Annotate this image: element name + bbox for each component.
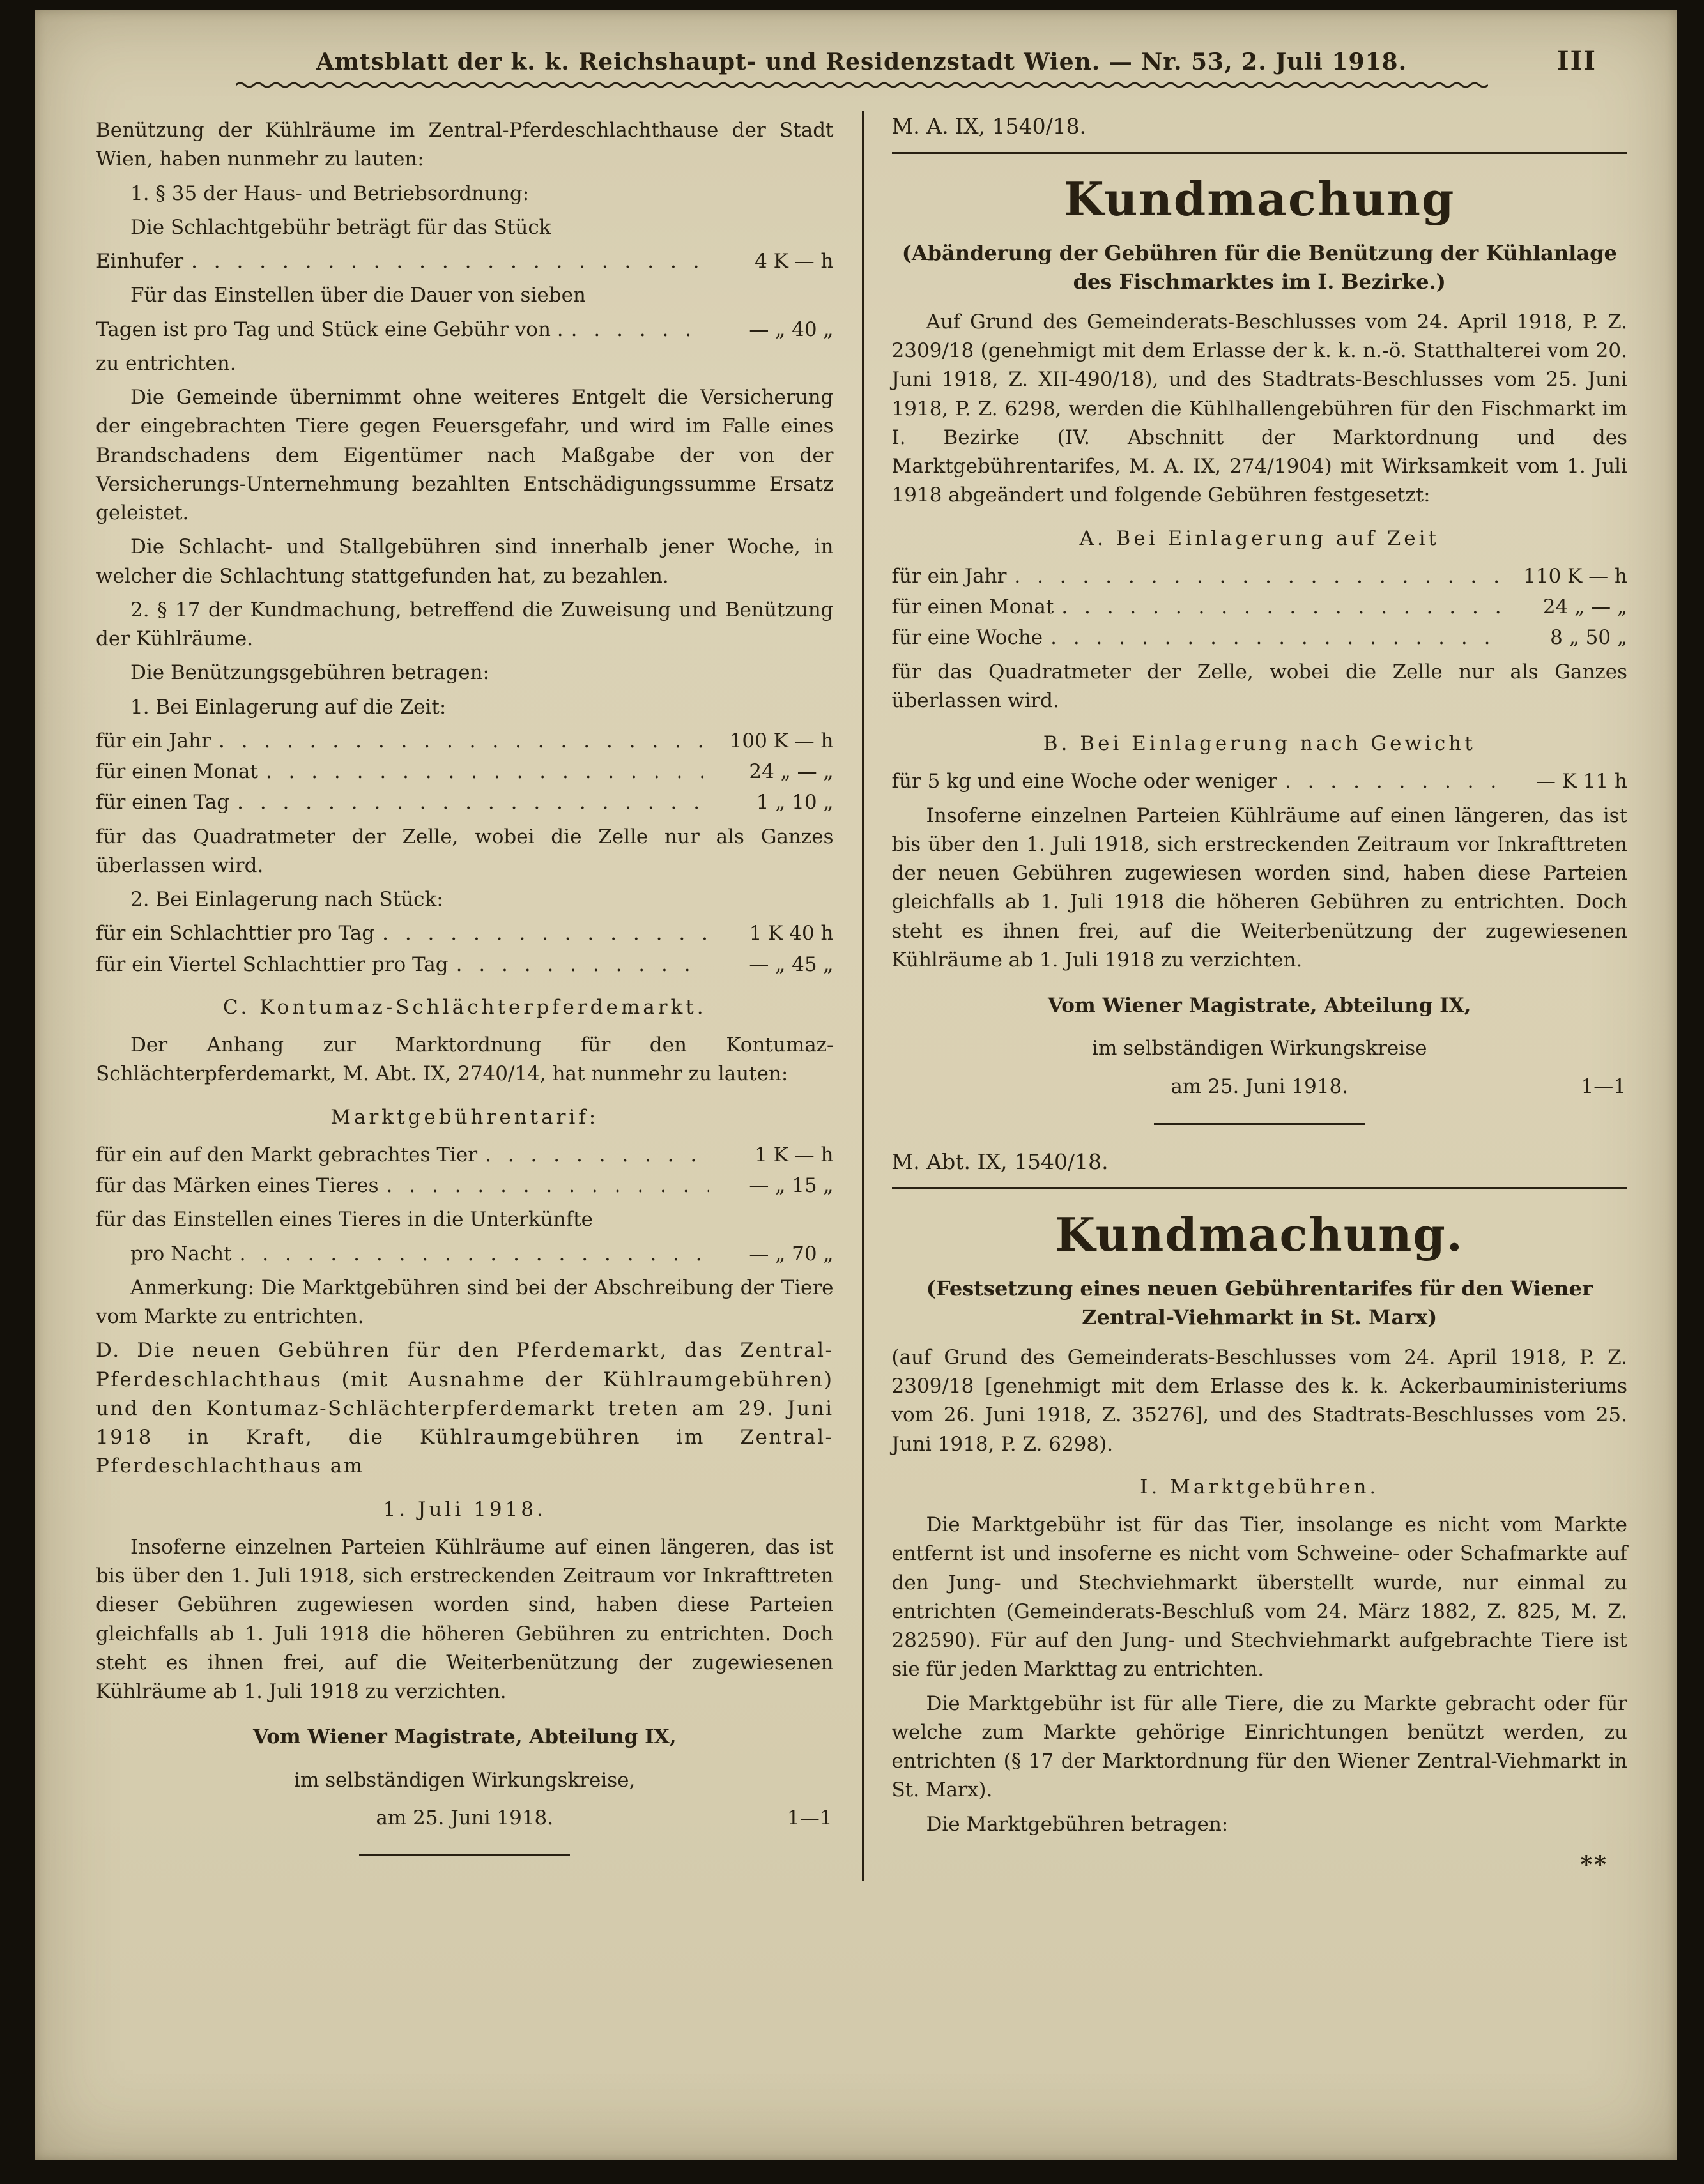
fee-line	[96, 1141, 834, 1170]
fee-label: für 5 kg und eine Woche oder weniger	[891, 770, 1277, 793]
paragraph: 1. § 35 der Haus- und Betriebsordnung:	[130, 181, 530, 205]
fee-value: 1 K 40 h	[749, 922, 834, 945]
paragraph: Auf Grund des Gemeinderats-Beschlusses vom 24. April 1918, P. Z. 2309/18 (genehmigt mit dem Erlasse der k. k. n.-ö. Statthalterei vom 20. Juni 1918, Z. XII-490/18), und des Stadtrats-Beschlusses vom 25. Juni 1918, P. Z. 6298, werden die Kühlhallengebühren für den Fischmarkt im I. Bezirke (IV. Abschnitt der Marktordnung und des Marktgebührentarifes, M. A. IX, 274/1904) mit Wirksamkeit vom 1. Juli 1918 abgeändert und folgende Gebühren festgesetzt:	[891, 310, 1627, 507]
dot-leader	[1006, 562, 1503, 591]
paragraph: Die Schlachtgebühr beträgt für das Stück	[130, 215, 551, 239]
section-heading: I. Marktgebühren.	[1140, 1475, 1379, 1499]
fee-value: — „ 70 „	[749, 1242, 834, 1265]
fee-line	[892, 562, 1628, 591]
fee-line	[96, 1240, 834, 1269]
dot-leader	[374, 919, 709, 948]
fee-label: für ein auf den Markt gebrachtes Tier	[96, 1143, 478, 1166]
subtitle: (Festsetzung eines neuen Gebührentarifes für den Wiener Zentral-Viehmarkt in St. Marx)	[926, 1276, 1593, 1329]
file-reference: M. Abt. IX, 1540/18.	[892, 1147, 1628, 1189]
divider-rule	[359, 1854, 570, 1856]
fee-label: für das Märken eines Tieres	[96, 1174, 379, 1197]
paragraph: Anmerkung: Die Marktgebühren sind bei der Abschreibung der Tiere vom Markte zu entrichten.	[96, 1276, 834, 1328]
fee-value: 24 „ — „	[1537, 595, 1627, 619]
fee-line	[96, 758, 834, 786]
fee-line	[892, 623, 1628, 652]
section-heading: Vom Wiener Magistrate, Abteilung IX,	[252, 1725, 677, 1749]
fee-value: 110 K — h	[1523, 564, 1627, 588]
section-heading: C. Kontumaz-Schlächterpferdemarkt.	[222, 995, 707, 1019]
subtitle: (Abänderung der Gebühren für die Benützung der Kühlanlage des Fischmarktes im I. Bezirke.)	[902, 241, 1617, 294]
fee-value: 8 „ 50 „	[1537, 626, 1627, 650]
paragraph: (auf Grund des Gemeinderats-Beschlusses vom 24. April 1918, P. Z. 2309/18 [genehmigt mit dem Erlasse des k. k. Ackerbauministeriums vom 26. Juni 1918, Z. 35276], und des Stadtrats-Beschlusses vom 25. Juni 1918, P. Z. 6298).	[891, 1345, 1627, 1456]
signature-dateline	[96, 1804, 834, 1833]
fee-line	[96, 951, 834, 979]
paragraph: Die Benützungsgebühren betragen:	[130, 661, 489, 685]
dot-leader	[1043, 623, 1503, 652]
issue-mark: 1—1	[1581, 1074, 1626, 1098]
fee-label: für ein Viertel Schlachttier pro Tag	[96, 952, 449, 976]
fee-line	[96, 919, 834, 948]
two-column-layout	[96, 111, 1627, 1881]
fee-label: Einhufer	[96, 250, 184, 273]
paragraph: Der Anhang zur Marktordnung für den Kontumaz-Schlächterpferdemarkt, M. Abt. IX, 2740/14, hat nunmehr zu lauten:	[96, 1034, 834, 1086]
fee-value: — K 11 h	[1535, 770, 1627, 793]
paragraph: Insoferne einzelnen Parteien Kühlräume auf einen längeren, das ist bis über den 1. Juli 1918, sich erstreckenden Zeitraum vor Inkrafttreten dieser Gebühren zugewiesen worden sind, haben diese Parteien gleichfalls ab 1. Juli 1918 die höheren Gebühren zu entrichten. Doch steht es ihnen frei, auf die Weiterbenützung der zugewiesenen Kühlräume ab 1. Juli 1918 zu verzichten.	[96, 1535, 834, 1703]
fee-value: 1 „ 10 „	[743, 791, 834, 814]
dot-leader	[232, 1240, 709, 1269]
fee-line	[892, 767, 1628, 796]
fee-label: für einen Monat	[96, 760, 258, 783]
fee-label: für ein Jahr	[96, 729, 211, 752]
page-number: III	[1556, 46, 1597, 76]
display-heading: Kundmachung	[1064, 172, 1455, 227]
paragraph: für das Einstellen eines Tieres in die Unterkünfte	[96, 1208, 594, 1232]
fee-value: 24 „ — „	[742, 760, 834, 783]
fee-line	[96, 727, 834, 756]
section-heading: Marktgebührentarif:	[330, 1105, 599, 1129]
section-heading: A. Bei Einlagerung auf Zeit	[1079, 526, 1440, 550]
paragraph: Benützung der Kühlräume im Zentral-Pferdeschlachthause der Stadt Wien, haben nunmehr zu lauten:	[96, 119, 834, 171]
fee-line	[96, 247, 834, 276]
fee-label: Tagen ist pro Tag und Stück eine Gebühr von .	[96, 317, 564, 341]
fee-value: — „ 40 „	[749, 317, 834, 341]
paragraph: für das Quadratmeter der Zelle, wobei die Zelle nur als Ganzes überlassen wird.	[96, 825, 834, 877]
paragraph: Die Marktgebühr ist für alle Tiere, die zu Markte gebracht oder für welche zum Markte gehörige Einrichtungen benützt werden, zu entrichten (§ 17 der Marktordnung für den Wiener Zentral-Viehmarkt in St. Marx).	[891, 1691, 1627, 1802]
paragraph: Für das Einstellen über die Dauer von sieben	[130, 284, 586, 307]
dot-leader	[379, 1172, 709, 1200]
left-column	[96, 111, 862, 1881]
paragraph: Insoferne einzelnen Parteien Kühlräume auf einen längeren, das ist bis über den 1. Juli 1918, sich erstreckenden Zeitraum vor Inkrafttreten der neuen Gebühren zugewiesen worden sind, haben diese Parteien gleichfalls ab 1. Juli 1918 die höheren Gebühren zu entrichten. Doch steht es ihnen frei, auf die Weiterbenützung der zugewiesenen Kühlräume ab 1. Juli 1918 zu verzichten.	[891, 804, 1627, 972]
gazette-page	[35, 10, 1677, 2160]
fee-line	[96, 316, 834, 344]
fee-value: 1 K — h	[755, 1143, 834, 1166]
paragraph: 2. § 17 der Kundmachung, betreffend die Zuweisung und Benützung der Kühlräume.	[96, 598, 834, 650]
masthead-wavy-rule	[236, 80, 1488, 89]
paragraph: zu entrichten.	[96, 351, 236, 375]
fee-line	[892, 593, 1628, 622]
fee-value: — „ 45 „	[749, 952, 834, 976]
display-heading: Kundmachung.	[1055, 1207, 1464, 1262]
fee-label: für einen Tag	[96, 791, 230, 814]
paragraph: für das Quadratmeter der Zelle, wobei die Zelle nur als Ganzes überlassen wird.	[891, 660, 1627, 712]
fee-value: — „ 15 „	[749, 1174, 834, 1197]
paragraph: D. Die neuen Gebühren für den Pferdemarkt, das Zentral-Pferdeschlachthaus (mit Ausnahme der Kühlraumgebühren) und den Kontumaz-Schlächterpferdemarkt treten am 29. Juni 1918 in Kraft, die Kühlraumgebühren im Zentral-Pferdeschlachthaus am	[96, 1339, 834, 1478]
fee-line	[96, 1172, 834, 1200]
section-heading: 1. Juli 1918.	[383, 1497, 546, 1521]
dot-leader	[1054, 593, 1503, 622]
footer-mark: **	[1580, 1851, 1608, 1878]
dot-leader	[258, 758, 709, 786]
paragraph: Die Marktgebühren betragen:	[926, 1812, 1229, 1836]
dot-leader	[229, 788, 709, 817]
masthead	[96, 32, 1627, 89]
divider-rule	[1154, 1123, 1365, 1125]
section-heading: im selbständigen Wirkungskreise,	[294, 1768, 636, 1792]
dot-leader	[183, 247, 709, 276]
issue-mark: 1—1	[787, 1806, 833, 1829]
file-reference: M. A. IX, 1540/18.	[892, 111, 1628, 154]
paragraph: Die Marktgebühr ist für das Tier, insolange es nicht vom Markte entfernt ist und insoferne es nicht vom Schweine- oder Schafmarkte auf den Jung- und Stechviehmarkt überstellt wurde, nur einmal zu entrichten (Gemeinderats-Beschluß vom 24. März 1882, Z. 825, M. Z. 282590). Für auf den Jung- und Stechviehmarkt aufgebrachte Tiere ist sie für jeden Markttag zu entrichten.	[891, 1513, 1627, 1681]
paragraph: 1. Bei Einlagerung auf die Zeit:	[130, 695, 447, 719]
dot-leader	[477, 1141, 709, 1170]
fee-label: für ein Jahr	[891, 564, 1007, 588]
section-heading: Vom Wiener Magistrate, Abteilung IX,	[1047, 994, 1471, 1018]
fee-label: für eine Woche	[891, 626, 1043, 650]
fee-value: 100 K — h	[729, 729, 834, 752]
fee-line	[96, 788, 834, 817]
dot-leader	[449, 951, 709, 979]
section-heading: B. Bei Einlagerung nach Gewicht	[1043, 732, 1476, 756]
right-column	[862, 111, 1628, 1881]
dot-leader	[211, 727, 709, 756]
paragraph: Die Gemeinde übernimmt ohne weiteres Entgelt die Versicherung der eingebrachten Tiere gegen Feuersgefahr, und wird im Falle eines Brandschadens dem Eigentümer nach Maßgabe der von der Versicherungs-Unternehmung bezahlten Entschädigungssumme Ersatz geleistet.	[96, 386, 834, 524]
fee-label: für ein Schlachttier pro Tag	[96, 922, 375, 945]
paragraph: Die Schlacht- und Stallgebühren sind innerhalb jener Woche, in welcher die Schlachtung stattgefunden hat, zu bezahlen.	[96, 535, 834, 588]
masthead-title: Amtsblatt der k. k. Reichshaupt- und Residenzstadt Wien. — Nr. 53, 2. Juli 1918.	[316, 49, 1408, 75]
dot-leader	[564, 316, 709, 344]
dot-leader	[1277, 767, 1503, 796]
paragraph: 2. Bei Einlagerung nach Stück:	[130, 888, 443, 911]
section-heading: im selbständigen Wirkungskreise	[1092, 1037, 1427, 1060]
fee-label: pro Nacht	[130, 1242, 232, 1265]
date-text: am 25. Juni 1918.	[376, 1806, 554, 1829]
fee-value: 4 K — h	[755, 250, 834, 273]
signature-dateline	[892, 1073, 1628, 1101]
date-text: am 25. Juni 1918.	[1171, 1074, 1349, 1098]
fee-label: für einen Monat	[891, 595, 1054, 619]
